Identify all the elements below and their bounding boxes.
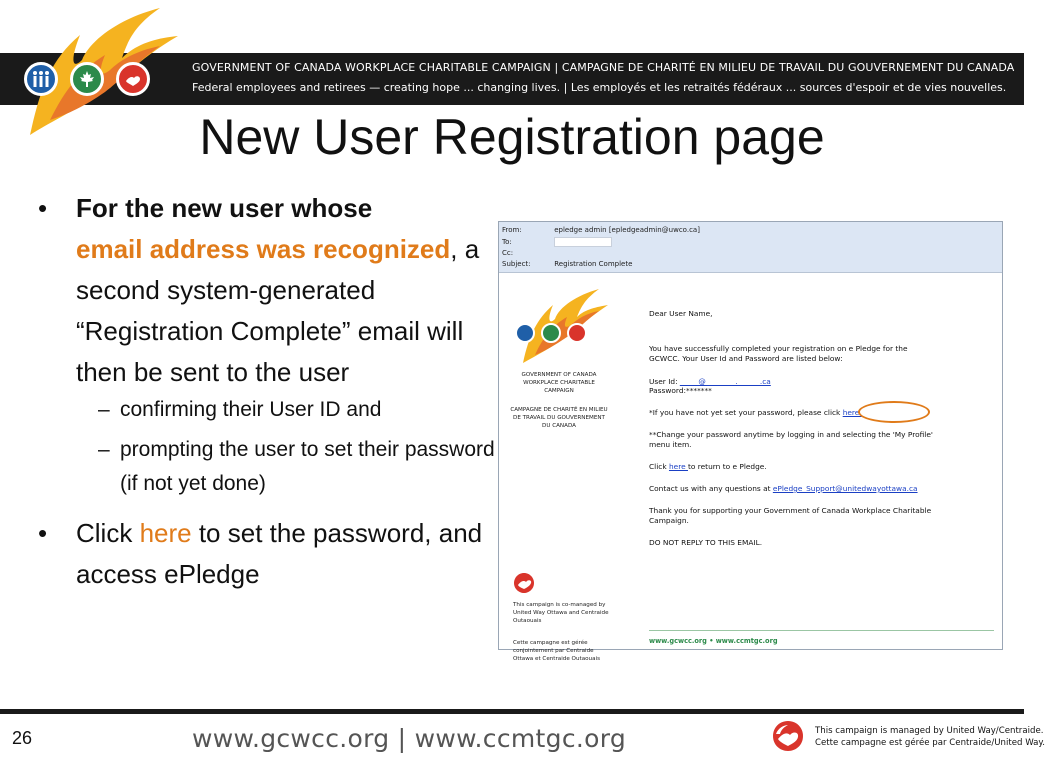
return-link[interactable]: here xyxy=(668,462,688,471)
email-para-line: **Change your password anytime by logging in and selecting the 'My Profile' xyxy=(649,430,933,439)
return-text: Click xyxy=(649,462,669,471)
email-para-line: Campaign. xyxy=(649,516,689,525)
set-password-link[interactable]: here. xyxy=(842,408,862,417)
org-name-fr: CAMPAGNE DE CHARITÉ EN MILIEU DE TRAVAIL DU GOUVERNEMENT DU CANADA xyxy=(510,407,608,429)
banner-title: GOVERNMENT OF CANADA WORKPLACE CHARITABLE CAMPAIGN | CAMPAGNE DE CHARITÉ EN MILIEU DE TRAVAIL DU GOUVERNEMENT DU CANADA xyxy=(192,61,1015,74)
maple-leaf-icon xyxy=(70,62,104,96)
banner-tagline: Federal employees and retirees — creating hope ... changing lives. | Les employés et les retraités fédéraux ... sources d'espoir et de vies nouvelles. xyxy=(192,81,1007,94)
email-return-line xyxy=(649,462,767,472)
sub-bullet-item xyxy=(38,433,498,501)
bullet-body-text: , a second system-generated “Registration Complete” email will then be sent to the user xyxy=(76,234,480,387)
bullet-highlight-text: email address was recognized xyxy=(76,234,451,264)
to-field xyxy=(554,237,612,247)
highlight-circle xyxy=(858,401,930,423)
sub-bullet-dash: – xyxy=(98,398,110,421)
set-password-text: *If you have not yet set your password, please click xyxy=(649,408,843,417)
email-noreply: DO NOT REPLY TO THIS EMAIL. xyxy=(649,538,763,547)
email-to-row xyxy=(502,237,612,247)
from-label: From: xyxy=(502,226,522,234)
email-footer-divider xyxy=(649,630,994,631)
bullet-item xyxy=(38,513,498,595)
email-contact-line xyxy=(649,484,918,494)
email-from-row xyxy=(502,226,700,234)
email-greeting: Dear User Name, xyxy=(649,309,713,318)
footer-divider xyxy=(0,709,1024,714)
email-para-line: GCWCC. Your User Id and Password are listed below: xyxy=(649,354,843,363)
united-way-icon xyxy=(513,571,535,595)
bullet-dot: • xyxy=(38,193,48,223)
bullet-body-text: to set the password, and access ePledge xyxy=(76,518,483,589)
email-para-line: menu item. xyxy=(649,440,692,449)
to-label: To: xyxy=(502,238,512,246)
page-number: 26 xyxy=(12,728,33,748)
subject-label: Subject: xyxy=(502,260,531,268)
email-set-password-line xyxy=(649,408,862,418)
slide-title: New User Registration page xyxy=(199,109,825,165)
hand-heart-icon xyxy=(567,323,587,343)
footer-note-fr: Cette campagne est gérée par Centraide/United Way. xyxy=(815,738,1045,748)
userid-label: User Id: xyxy=(649,377,680,386)
org-name-en: GOVERNMENT OF CANADA WORKPLACE CHARITABLE CAMPAIGN xyxy=(521,372,597,394)
contact-text: Contact us with any questions at xyxy=(649,484,773,493)
email-footer: www.gcwcc.org • www.ccmtgc.org xyxy=(649,637,778,645)
email-cc-row xyxy=(502,249,552,257)
comanaged-note-en: This campaign is co-managed by United Way Ottawa and Centraide Outaouais xyxy=(513,602,609,624)
email-password-line: Password:******* xyxy=(649,386,712,395)
hand-heart-icon xyxy=(116,62,150,96)
email-subject-row xyxy=(502,260,632,268)
sub-bullet-item xyxy=(38,393,498,427)
email-screenshot xyxy=(498,221,1003,662)
bullet-bold-text: For the new user whose xyxy=(76,193,373,223)
email-sidebar xyxy=(499,273,617,662)
sub-bullet-dash: – xyxy=(98,438,110,461)
return-text: to return to e Pledge. xyxy=(687,462,767,471)
email-para-line: Thank you for supporting your Government of Canada Workplace Charitable xyxy=(649,506,932,515)
united-way-logo-icon xyxy=(770,718,806,754)
email-header xyxy=(499,222,1002,273)
footer-note-en: This campaign is managed by United Way/Centraide. xyxy=(815,726,1044,736)
maple-leaf-icon xyxy=(541,323,561,343)
from-value: epledge admin [epledgeadmin@uwco.ca] xyxy=(554,226,700,234)
blue-people-icon xyxy=(515,323,535,343)
blue-people-icon xyxy=(24,62,58,96)
comanaged-note-fr: Cette campagne est gérée conjointement par Centraide Ottawa et Centraide Outaouais xyxy=(513,640,600,662)
cc-label: Cc: xyxy=(502,249,514,257)
sub-bullet-text: confirming their User ID and xyxy=(120,398,382,421)
bullet-dot: • xyxy=(38,518,48,548)
here-link[interactable]: here xyxy=(139,518,192,548)
email-para-line: You have successfully completed your registration on e Pledge for the xyxy=(649,344,908,353)
bullet-item xyxy=(38,188,498,393)
bullet-body-text: Click xyxy=(76,518,140,548)
footer-url: www.gcwcc.org | www.ccmtgc.org xyxy=(192,724,627,753)
bullet-list xyxy=(38,188,498,595)
support-email-link[interactable]: ePledge_Support@unitedwayottawa.ca xyxy=(772,484,918,493)
userid-value[interactable]: _____@________.______.ca xyxy=(679,377,771,386)
subject-value: Registration Complete xyxy=(554,260,633,268)
sub-bullet-text: prompting the user to set their password (if not yet done) xyxy=(120,438,495,495)
